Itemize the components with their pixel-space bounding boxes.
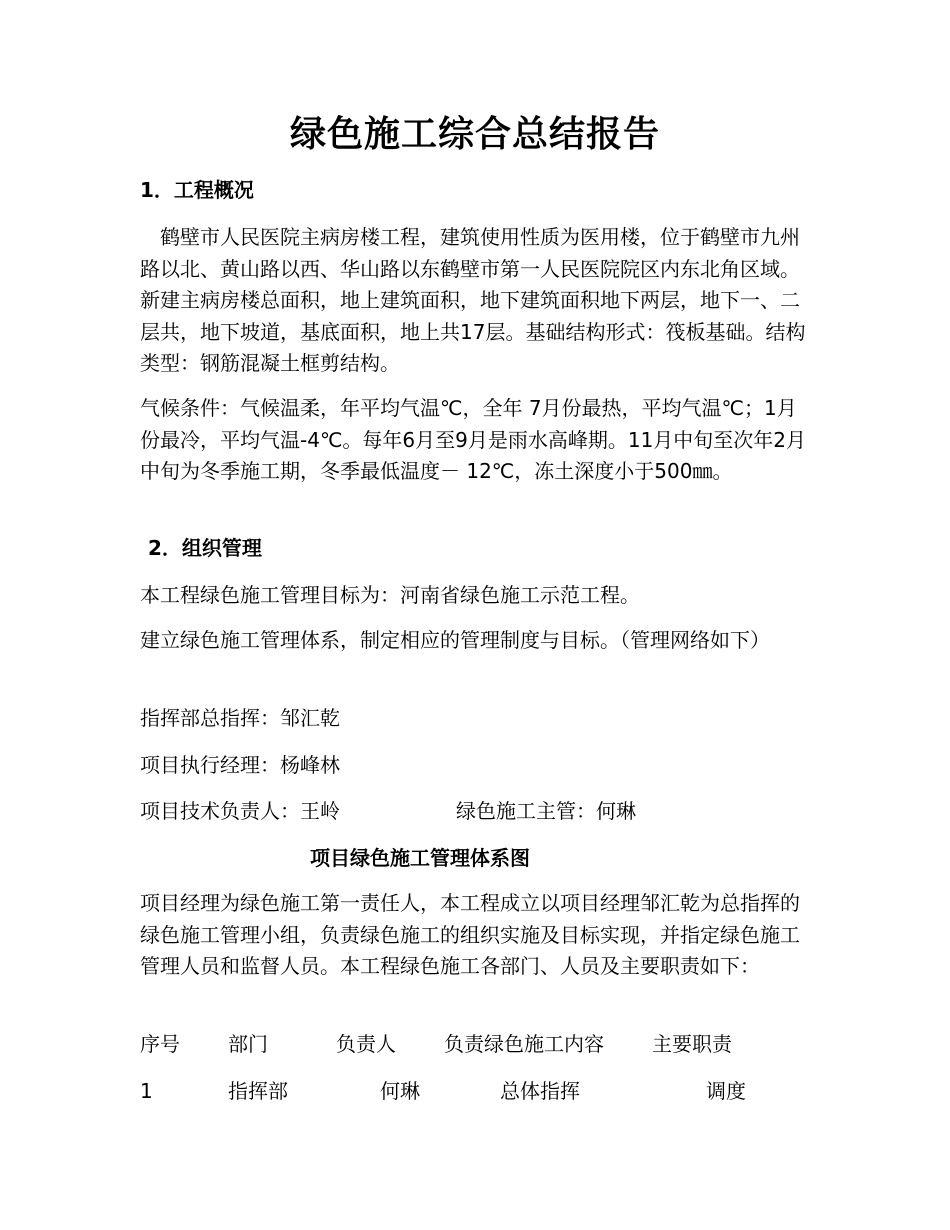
table-header-content: 负责绿色施工内容 bbox=[444, 1032, 604, 1056]
table-row-1-person: 何琳 bbox=[380, 1079, 420, 1103]
section-heading-organization: 2．组织管理 bbox=[148, 536, 262, 560]
table-header-index: 序号 bbox=[140, 1032, 180, 1056]
responsibility-paragraph: 项目经理为绿色施工第一责任人，本工程成立以项目经理邹汇乾为总指挥的绿色施工管理小组，负责绿色施工的组织实施及目标实现，并指定绿色施工管理人员和监督人员。本工程绿色施工各部门、人员及主要职责如下： bbox=[140, 891, 800, 978]
document-title: 绿色施工综合总结报告 bbox=[289, 113, 660, 155]
table-header-person: 负责人 bbox=[336, 1032, 396, 1056]
table-header-department: 部门 bbox=[228, 1032, 268, 1056]
section-heading-overview: 1．工程概况 bbox=[140, 178, 254, 202]
management-chart-caption: 项目绿色施工管理体系图 bbox=[310, 846, 530, 870]
table-row-1-content: 总体指挥 bbox=[500, 1079, 580, 1103]
exec-manager-line: 项目执行经理：杨峰林 bbox=[140, 753, 340, 777]
management-goal: 本工程绿色施工管理目标为：河南省绿色施工示范工程。 bbox=[140, 583, 640, 607]
table-row-1-index: 1 bbox=[140, 1079, 153, 1103]
table-row-1-duty: 调度 bbox=[706, 1079, 746, 1103]
tech-lead-line: 项目技术负责人：王岭 bbox=[140, 799, 340, 823]
management-system-text: 建立绿色施工管理体系，制定相应的管理制度与目标。（管理网络如下） bbox=[140, 628, 770, 652]
table-row-1-department: 指挥部 bbox=[228, 1079, 288, 1103]
green-supervisor-line: 绿色施工主管：何琳 bbox=[456, 799, 636, 823]
overview-paragraph: 鹤壁市人民医院主病房楼工程，建筑使用性质为医用楼，位于鹤壁市九州路以北、黄山路以西、华山路以东鹤壁市第一人民医院院区内东北角区域。新建主病房楼总面积，地上建筑面积，地下建筑面积地下两层，地下一、二层共，地下坡道，基底面积，地上共17层。基础结构形式：筏板基础。结构类型：钢筋混凝土框剪结构。 bbox=[140, 225, 806, 375]
table-header-duty: 主要职责 bbox=[652, 1032, 732, 1056]
climate-paragraph: 气候条件：气候温柔，年平均气温℃，全年 7月份最热，平均气温℃；1月份最冷，平均气温-4℃。每年6月至9月是雨水高峰期。11月中旬至次年2月中旬为冬季施工期，冬季最低温度－ 12℃，冻土深度小于500㎜。 bbox=[140, 396, 807, 483]
commander-line: 指挥部总指挥：邹汇乾 bbox=[140, 706, 340, 730]
